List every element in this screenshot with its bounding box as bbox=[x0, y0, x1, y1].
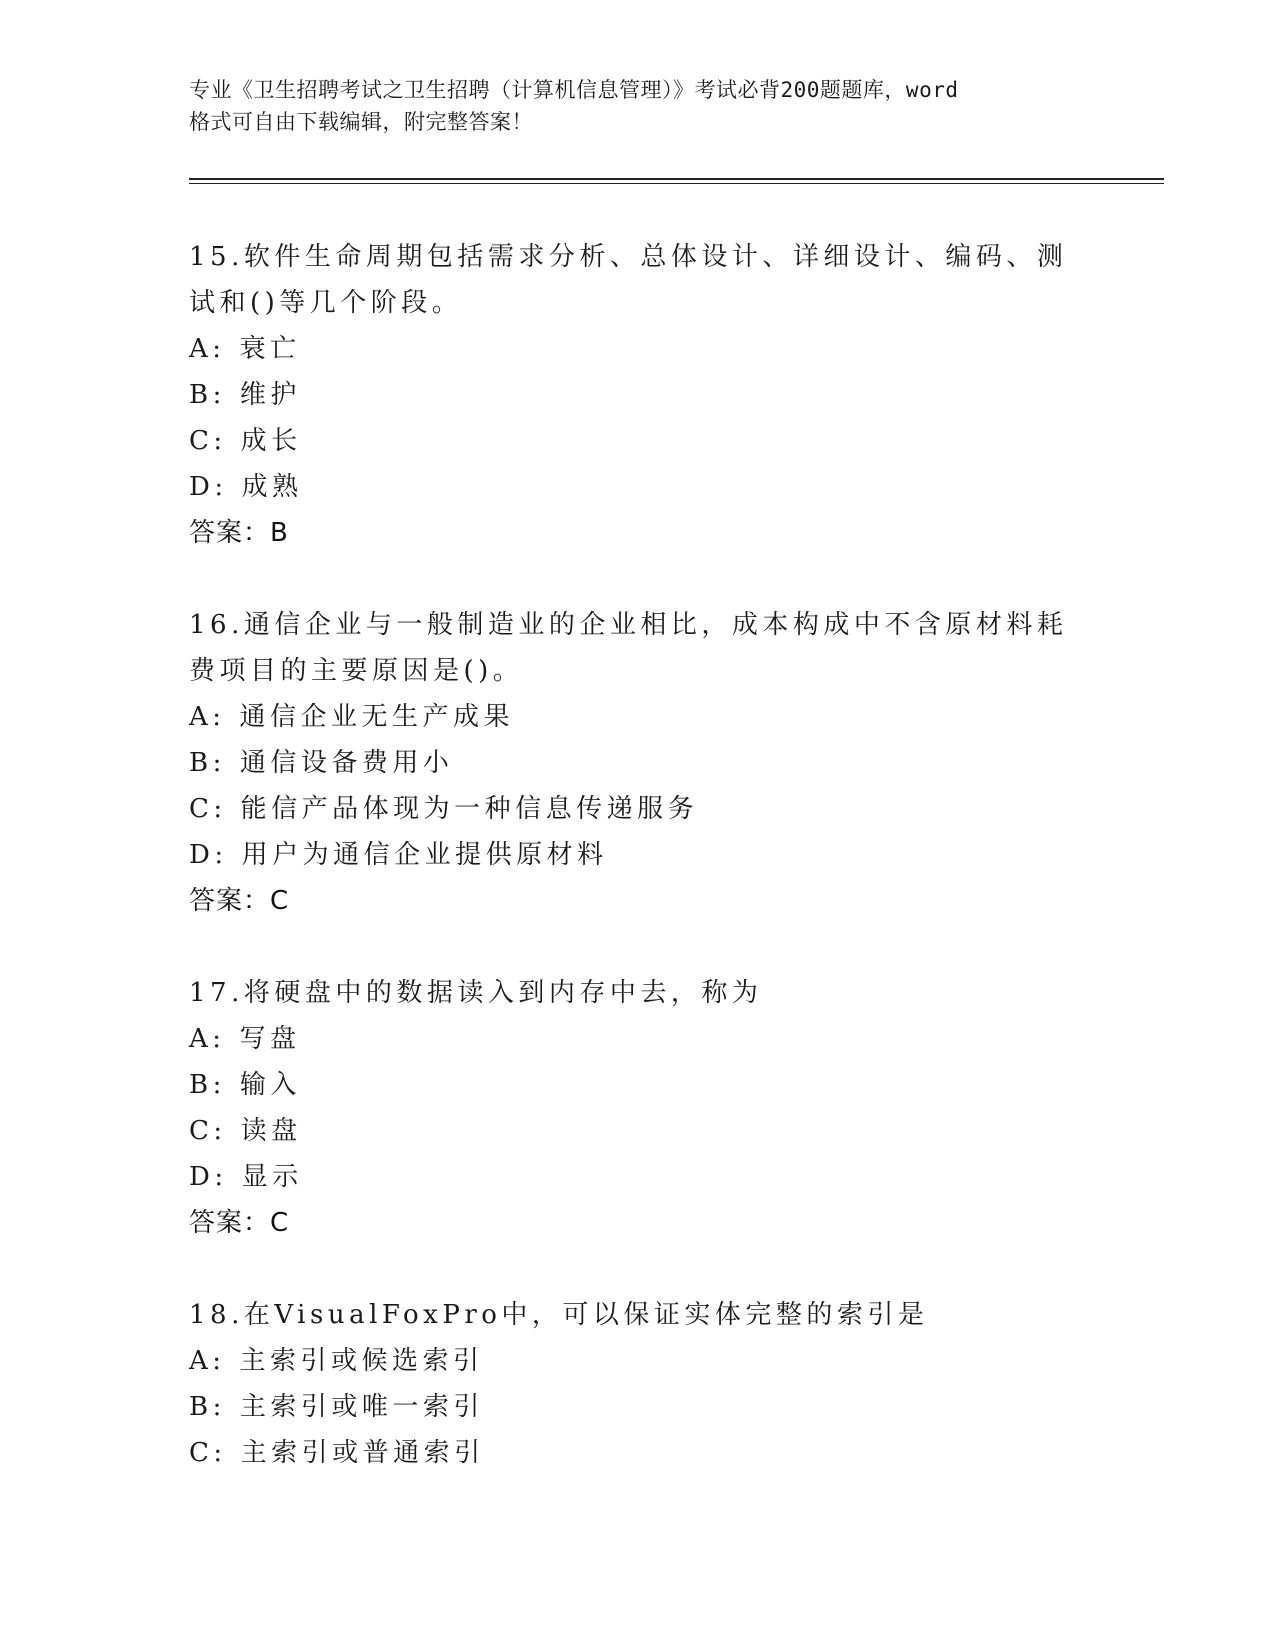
option-text: 主索引或候选索引 bbox=[239, 1346, 484, 1376]
option-list bbox=[189, 694, 1089, 878]
option-key: A: bbox=[189, 702, 226, 732]
option-key: D: bbox=[189, 1162, 228, 1192]
question-stem: 17.将硬盘中的数据读入到内存中去，称为 bbox=[189, 978, 763, 1008]
option-text: 用户为通信企业提供原材料 bbox=[241, 840, 608, 870]
question-stem: 16.通信企业与一般制造业的企业相比，成本构成中不含原材料耗费项目的主要原因是()。 bbox=[189, 610, 1068, 686]
option-key: A: bbox=[189, 1346, 226, 1376]
option-b bbox=[189, 372, 1089, 418]
answer-line: 答案：B bbox=[189, 518, 289, 548]
question-stem: 15.软件生命周期包括需求分析、总体设计、详细设计、编码、测试和()等几个阶段。 bbox=[189, 242, 1068, 318]
question-item bbox=[189, 970, 1089, 1246]
answer-line: 答案：C bbox=[189, 1208, 290, 1238]
option-b bbox=[189, 1062, 1089, 1108]
option-text: 能信产品体现为一种信息传递服务 bbox=[240, 794, 699, 824]
header-line-1: 专业《卫生招聘考试之卫生招聘（计算机信息管理）》考试必背200题题库，word bbox=[189, 78, 959, 102]
option-key: C: bbox=[189, 1438, 227, 1468]
option-c bbox=[189, 418, 1089, 464]
option-d bbox=[189, 832, 1089, 878]
header-divider-thin bbox=[189, 183, 1164, 184]
option-key: D: bbox=[189, 840, 228, 870]
question-list bbox=[189, 234, 1089, 1522]
option-a bbox=[189, 1016, 1089, 1062]
option-b bbox=[189, 740, 1089, 786]
option-list bbox=[189, 1016, 1089, 1200]
option-a bbox=[189, 326, 1089, 372]
option-key: B: bbox=[189, 1392, 226, 1422]
question-item bbox=[189, 234, 1089, 556]
option-key: C: bbox=[189, 794, 227, 824]
option-c bbox=[189, 786, 1089, 832]
document-header-note bbox=[189, 74, 1089, 138]
answer-line: 答案：C bbox=[189, 886, 290, 916]
question-stem: 18.在VisualFoxPro中，可以保证实体完整的索引是 bbox=[189, 1300, 929, 1330]
option-text: 维护 bbox=[239, 380, 301, 410]
option-text: 输入 bbox=[239, 1070, 301, 1100]
option-key: A: bbox=[189, 1024, 226, 1054]
option-list bbox=[189, 326, 1089, 510]
option-text: 主索引或普通索引 bbox=[240, 1438, 485, 1468]
option-d bbox=[189, 1154, 1089, 1200]
option-text: 衰亡 bbox=[239, 334, 301, 364]
option-text: 成熟 bbox=[241, 472, 303, 502]
option-d bbox=[189, 464, 1089, 510]
option-key: C: bbox=[189, 426, 227, 456]
option-key: D: bbox=[189, 472, 228, 502]
option-c bbox=[189, 1430, 1089, 1476]
question-item bbox=[189, 602, 1089, 924]
option-key: B: bbox=[189, 380, 226, 410]
option-text: 成长 bbox=[240, 426, 302, 456]
option-list bbox=[189, 1338, 1089, 1476]
option-text: 显示 bbox=[241, 1162, 303, 1192]
option-text: 主索引或唯一索引 bbox=[239, 1392, 484, 1422]
option-key: B: bbox=[189, 748, 226, 778]
option-text: 写盘 bbox=[239, 1024, 301, 1054]
question-item bbox=[189, 1292, 1089, 1476]
option-b bbox=[189, 1384, 1089, 1430]
option-key: B: bbox=[189, 1070, 226, 1100]
header-line-2: 格式可自由下载编辑，附完整答案！ bbox=[189, 110, 533, 134]
option-key: C: bbox=[189, 1116, 227, 1146]
option-text: 通信设备费用小 bbox=[239, 748, 454, 778]
option-text: 通信企业无生产成果 bbox=[239, 702, 515, 732]
header-divider-thick bbox=[189, 178, 1164, 180]
option-a bbox=[189, 694, 1089, 740]
option-key: A: bbox=[189, 334, 226, 364]
option-a bbox=[189, 1338, 1089, 1384]
option-text: 读盘 bbox=[240, 1116, 302, 1146]
option-c bbox=[189, 1108, 1089, 1154]
